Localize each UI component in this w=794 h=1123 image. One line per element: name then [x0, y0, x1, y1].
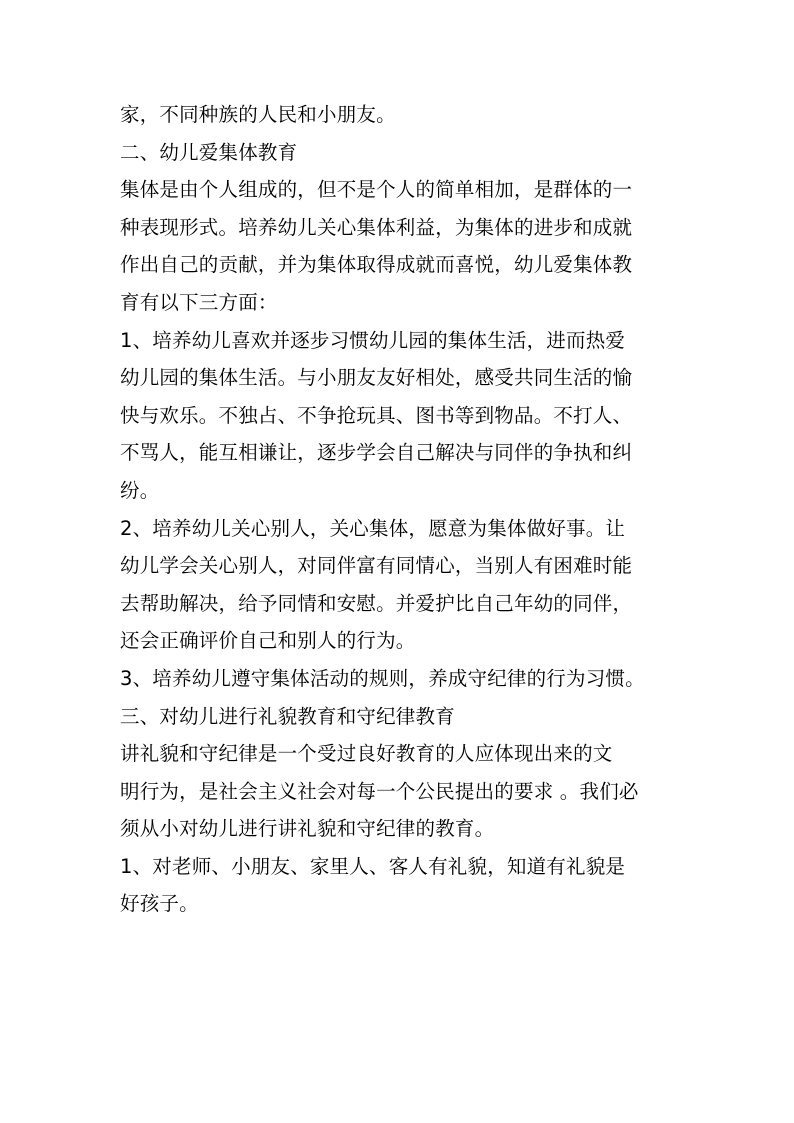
section-heading: 三、对幼儿进行礼貌教育和守纪律教育 [120, 704, 455, 728]
text-line: 幼儿学会关心别人，对同伴富有同情心，当别人有困难时能 [120, 554, 633, 578]
list-item: 3、培养幼儿遵守集体活动的规则，养成守纪律的行为习惯。 [120, 666, 645, 690]
text-line: 幼儿园的集体生活。与小朋友友好相处，感受共同生活的愉 [120, 366, 633, 390]
text-line: 种表现形式。培养幼儿关心集体利益，为集体的进步和成就 [120, 215, 633, 239]
text-line: 快与欢乐。不独占、不争抢玩具、图书等到物品。不打人、 [120, 403, 633, 427]
text-line: 好孩子。 [120, 892, 199, 916]
text-line: 明行为，是社会主义社会对每一个公民提出的要求 。我们必 [120, 779, 639, 803]
text-line: 作出自己的贡献，并为集体取得成就而喜悦，幼儿爱集体教 [120, 253, 633, 277]
text-line: 不骂人，能互相谦让，逐步学会自己解决与同伴的争执和纠 [120, 441, 633, 465]
list-item: 1、培养幼儿喜欢并逐步习惯幼儿园的集体生活，进而热爱 [120, 328, 626, 352]
text-line: 纷。 [120, 478, 160, 502]
text-line: 去帮助解决，给予同情和安慰。并爱护比自己年幼的同伴， [120, 591, 633, 615]
text-line: 须从小对幼儿进行讲礼貌和守纪律的教育。 [120, 817, 495, 841]
list-item: 1、对老师、小朋友、家里人、客人有礼貌，知道有礼貌是 [120, 854, 626, 878]
text-line: 还会正确评价自己和别人的行为。 [120, 629, 416, 653]
document-body [120, 96, 690, 923]
text-line: 讲礼貌和守纪律是一个受过良好教育的人应体现出来的文 [120, 742, 613, 766]
text-line: 家，不同种族的人民和小朋友。 [120, 103, 396, 126]
text-line: 集体是由个人组成的，但不是个人的简单相加，是群体的一 [120, 178, 633, 202]
list-item: 2、培养幼儿关心别人，关心集体，愿意为集体做好事。让 [120, 516, 626, 540]
text-line: 育有以下三方面： [120, 290, 278, 314]
section-heading: 二、幼儿爱集体教育 [120, 140, 298, 164]
